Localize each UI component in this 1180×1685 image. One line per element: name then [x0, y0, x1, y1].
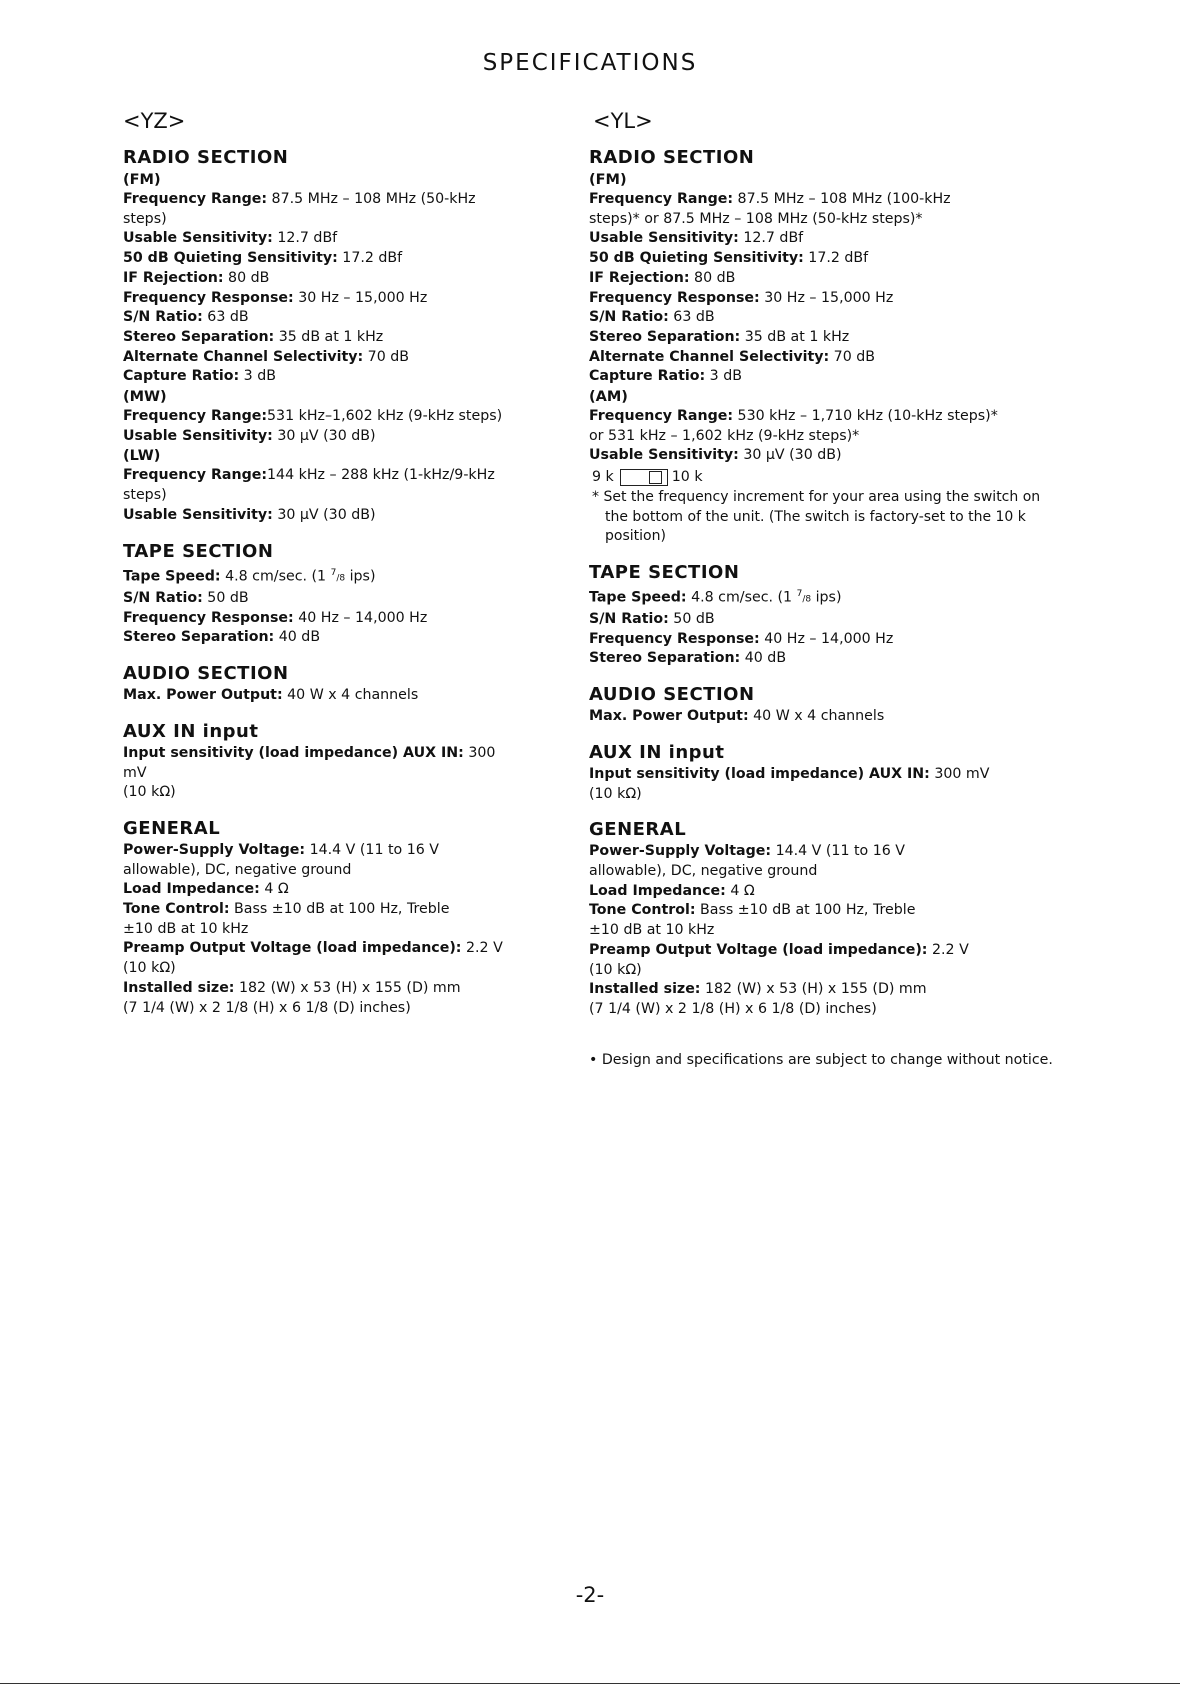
spec-label: Power-Supply Voltage:: [589, 843, 772, 860]
spec-line: [123, 841, 503, 861]
spec-label: Frequency Range:: [123, 467, 268, 484]
bottom-rule: [0, 1683, 1180, 1684]
installed-size-inches: (7 1/4 (W) x 2 1/8 (H) x 6 1/8 (D) inches): [123, 999, 411, 1016]
spec-value: steps): [123, 487, 167, 504]
spec-value: 63 dB: [668, 309, 715, 326]
spec-line: [123, 210, 503, 230]
spec-label: Usable Sensitivity:: [589, 447, 739, 464]
audio-spec-list: [589, 707, 1059, 727]
aux-section-heading: AUX IN input: [589, 741, 725, 763]
spec-label: 50 dB Quieting Sensitivity:: [123, 250, 338, 267]
spec-line: [123, 466, 503, 486]
general-section-heading: GENERAL: [589, 819, 687, 841]
spec-label: Power-Supply Voltage:: [123, 841, 306, 858]
spec-value: 30 µV (30 dB): [272, 506, 376, 523]
spec-value: 80 dB: [223, 269, 270, 286]
spec-label: Max. Power Output:: [123, 687, 283, 704]
spec-label: Usable Sensitivity:: [123, 427, 273, 444]
spec-line: [589, 842, 1059, 862]
spec-line: [123, 486, 503, 506]
spec-value: 80 dB: [689, 269, 736, 286]
spec-label: Frequency Response:: [123, 609, 294, 626]
general-section-heading: GENERAL: [123, 817, 221, 839]
spec-line: [123, 880, 503, 900]
spec-label: Stereo Separation:: [123, 328, 275, 345]
spec-label: Stereo Separation:: [589, 328, 741, 345]
spec-line: [589, 407, 1059, 427]
spec-value: 30 Hz – 15,000 Hz: [759, 289, 894, 306]
tape-spec-list: [589, 610, 1059, 669]
spec-line: [123, 190, 503, 210]
spec-value: ±10 dB at 10 kHz: [123, 920, 249, 937]
spec-value: allowable), DC, negative ground: [589, 863, 818, 879]
spec-label: Frequency Range:: [589, 191, 734, 207]
model-label-yl: <YL>: [593, 109, 653, 133]
spec-value: 17.2 dBf: [337, 250, 403, 267]
spec-value: 3 dB: [239, 368, 276, 385]
am-label: (AM): [589, 389, 628, 406]
tape-speed-line: [589, 585, 1059, 610]
spec-line: [123, 920, 503, 940]
spec-label: Usable Sensitivity:: [123, 506, 273, 523]
general-spec-list: [123, 841, 503, 999]
spec-value: 2.2 V: [461, 940, 503, 957]
spec-label: Capture Ratio:: [589, 368, 706, 385]
page-number: -2-: [575, 1583, 605, 1607]
spec-line: [123, 289, 503, 309]
audio-section-heading: AUDIO SECTION: [123, 663, 289, 685]
aux-section-heading: AUX IN input: [123, 720, 259, 742]
spec-value: 87.5 MHz – 108 MHz (100-kHz: [733, 191, 951, 207]
spec-label: Frequency Range:: [589, 408, 734, 425]
spec-value: (10 kΩ): [589, 961, 642, 978]
spec-line: [123, 367, 503, 387]
spec-line: [123, 979, 503, 999]
fraction-numerator: 7: [330, 567, 337, 578]
switch-knob-icon: [649, 471, 662, 484]
spec-value: 70 dB: [363, 348, 409, 365]
spec-value: 4 Ω: [725, 882, 755, 899]
tape-spec-list: [123, 589, 503, 648]
spec-value: 14.4 V (11 to 16 V: [771, 843, 906, 860]
fm-spec-list: [589, 190, 1059, 387]
spec-value: 70 dB: [829, 348, 875, 365]
spec-line: [589, 367, 1059, 387]
audio-section-heading: AUDIO SECTION: [589, 684, 755, 706]
spec-label: Alternate Channel Selectivity:: [123, 348, 364, 365]
spec-value: 30 µV (30 dB): [738, 447, 842, 464]
spec-line: [589, 921, 1059, 941]
spec-line: [123, 506, 503, 526]
spec-line: [123, 628, 503, 648]
spec-value: 4.8 cm/sec. (1: [220, 568, 331, 585]
spec-line: [589, 862, 1059, 882]
fm-label: (FM): [589, 172, 627, 188]
switch-label-9k: 9 k: [592, 469, 614, 486]
spec-value: 14.4 V (11 to 16 V: [305, 841, 440, 858]
spec-label: Usable Sensitivity:: [123, 230, 273, 247]
spec-value: 144 kHz – 288 kHz (1-kHz/9-kHz: [267, 467, 495, 484]
lw-label: (LW): [123, 448, 161, 465]
spec-value: 4.8 cm/sec. (1: [686, 589, 797, 606]
spec-value: 182 (W) x 53 (H) x 155 (D) mm: [234, 979, 461, 996]
spec-line: [589, 961, 1059, 981]
spec-value: 530 kHz – 1,710 kHz (10-kHz steps)*: [733, 408, 998, 425]
spec-value: ips): [345, 568, 376, 585]
spec-label: Frequency Response:: [589, 630, 760, 647]
spec-line: [123, 861, 503, 881]
spec-label: Usable Sensitivity:: [589, 230, 739, 247]
spec-line: [123, 900, 503, 920]
spec-value: 30 µV (30 dB): [272, 427, 376, 444]
spec-label: Load Impedance:: [123, 881, 260, 898]
switch-label-10k: 10 k: [671, 469, 703, 486]
model-label-yz: <YZ>: [123, 109, 186, 133]
spec-label: Tone Control:: [123, 901, 230, 918]
right-column: [589, 108, 1059, 1070]
spec-line: [123, 269, 503, 289]
spec-value: 50 dB: [202, 589, 249, 606]
mw-spec-list: [123, 407, 503, 446]
spec-line: [123, 308, 503, 328]
fraction-denominator: /8: [802, 594, 812, 605]
spec-line: [589, 328, 1059, 348]
switch-icon: [620, 469, 668, 486]
spec-line: [123, 959, 503, 979]
tape-section-heading: TAPE SECTION: [123, 540, 274, 562]
spec-line: [123, 744, 503, 783]
radio-section-heading: RADIO SECTION: [589, 147, 755, 168]
spec-label: Alternate Channel Selectivity:: [589, 348, 830, 365]
spec-label: IF Rejection:: [589, 269, 690, 286]
spec-value: 35 dB at 1 kHz: [740, 328, 850, 345]
spec-value: 12.7 dBf: [272, 230, 338, 247]
spec-label: Stereo Separation:: [589, 650, 741, 667]
spec-label: Tone Control:: [589, 902, 696, 919]
spec-line: [589, 308, 1059, 328]
fraction-numerator: 7: [796, 588, 803, 599]
fm-spec-list: [123, 190, 503, 387]
spec-line: [589, 269, 1059, 289]
spec-label: IF Rejection:: [123, 269, 224, 286]
spec-label: Max. Power Output:: [589, 708, 749, 725]
mw-label: (MW): [123, 389, 167, 406]
spec-line: [589, 882, 1059, 902]
spec-line: [589, 901, 1059, 921]
spec-value: 531 kHz–1,602 kHz (9-kHz steps): [267, 408, 503, 425]
lw-spec-list: [123, 466, 503, 525]
spec-label: Tape Speed:: [123, 568, 221, 585]
spec-value: steps): [123, 210, 167, 227]
spec-value: 40 dB: [740, 650, 787, 667]
spec-value: steps)* or 87.5 MHz – 108 MHz (50-kHz steps)*: [589, 210, 923, 227]
spec-label: Installed size:: [123, 979, 235, 996]
spec-value: 4 Ω: [259, 881, 289, 898]
spec-value: allowable), DC, negative ground: [123, 861, 352, 878]
spec-line: [589, 649, 1059, 669]
spec-line: [589, 229, 1059, 249]
spec-line: [123, 427, 503, 447]
spec-label: Stereo Separation:: [123, 629, 275, 646]
spec-value: 63 dB: [202, 309, 249, 326]
disclaimer: • Design and specifications are subject to change without notice.: [589, 1051, 1053, 1068]
spec-value: 87.5 MHz – 108 MHz (50-kHz: [267, 191, 476, 207]
spec-line: [589, 785, 1059, 805]
spec-label: Preamp Output Voltage (load impedance):: [589, 941, 928, 958]
spec-value: 2.2 V: [927, 941, 969, 958]
spec-label: Installed size:: [589, 981, 701, 998]
spec-line: [589, 765, 1059, 785]
spec-value: (10 kΩ): [123, 960, 176, 977]
spec-value: 182 (W) x 53 (H) x 155 (D) mm: [700, 981, 927, 998]
spec-value: Bass ±10 dB at 100 Hz, Treble: [695, 902, 916, 919]
am-spec-list: [589, 407, 1059, 466]
spec-value: 40 Hz – 14,000 Hz: [759, 630, 894, 647]
spec-line: [123, 407, 503, 427]
spec-line: [589, 610, 1059, 630]
spec-line: [589, 210, 1059, 230]
spec-label: S/N Ratio:: [123, 589, 203, 606]
spec-label: Preamp Output Voltage (load impedance):: [123, 940, 462, 957]
audio-spec-list: [123, 686, 503, 706]
spec-line: [589, 427, 1059, 447]
spec-line: [123, 589, 503, 609]
spec-value: 40 W x 4 channels: [282, 687, 419, 704]
spec-label: Input sensitivity (load impedance) AUX IN:: [123, 744, 464, 761]
spec-label: Frequency Response:: [123, 289, 294, 306]
spec-value: 40 Hz – 14,000 Hz: [293, 609, 428, 626]
spec-label: Frequency Range:: [123, 408, 268, 425]
spec-line: [589, 980, 1059, 1000]
spec-line: [123, 348, 503, 368]
spec-line: [589, 707, 1059, 727]
spec-value: 30 Hz – 15,000 Hz: [293, 289, 428, 306]
spec-value: 300 mV: [929, 765, 990, 782]
spec-line: [123, 609, 503, 629]
spec-line: [589, 289, 1059, 309]
spec-value: 35 dB at 1 kHz: [274, 328, 384, 345]
spec-line: [589, 941, 1059, 961]
spec-line: [589, 348, 1059, 368]
spec-value: 3 dB: [705, 368, 742, 385]
spec-value: 50 dB: [668, 611, 715, 628]
spec-value: Bass ±10 dB at 100 Hz, Treble: [229, 901, 450, 918]
spec-label: 50 dB Quieting Sensitivity:: [589, 250, 804, 267]
spec-value: 40 dB: [274, 629, 321, 646]
spec-line: [589, 446, 1059, 466]
spec-label: Frequency Range:: [123, 191, 268, 207]
spec-value: ±10 dB at 10 kHz: [589, 922, 715, 939]
spec-label: Load Impedance:: [589, 882, 726, 899]
spec-label: S/N Ratio:: [589, 309, 669, 326]
spec-label: S/N Ratio:: [123, 309, 203, 326]
general-spec-list: [589, 842, 1059, 1000]
fraction-denominator: /8: [336, 573, 346, 584]
spec-line: [123, 686, 503, 706]
spec-value: or 531 kHz – 1,602 kHz (9-kHz steps)*: [589, 427, 860, 444]
fm-label: (FM): [123, 172, 161, 188]
spec-value: 12.7 dBf: [738, 230, 804, 247]
spec-value: 300 mV: [123, 744, 496, 781]
spec-label: S/N Ratio:: [589, 611, 669, 628]
spec-line: [589, 630, 1059, 650]
spec-value: ips): [811, 589, 842, 606]
spec-line: [123, 939, 503, 959]
spec-value: 17.2 dBf: [803, 250, 869, 267]
left-column: [123, 108, 503, 1018]
spec-value: (10 kΩ): [589, 785, 642, 802]
spec-label: Input sensitivity (load impedance) AUX IN:: [589, 765, 930, 782]
spec-label: Frequency Response:: [589, 289, 760, 306]
aux-spec-list: [123, 744, 503, 803]
spec-line: [589, 249, 1059, 269]
aux-spec-list: [589, 765, 1059, 804]
radio-section-heading: RADIO SECTION: [123, 147, 289, 168]
spec-line: [589, 190, 1059, 210]
tape-section-heading: TAPE SECTION: [589, 561, 740, 583]
switch-note: * Set the frequency increment for your area using the switch on the bottom of the unit. (The switch is factory-set to the 10 k position): [592, 489, 1041, 545]
spec-label: Capture Ratio:: [123, 368, 240, 385]
spec-line: [123, 328, 503, 348]
spec-line: [123, 249, 503, 269]
page-title: SPECIFICATIONS: [482, 50, 698, 76]
tape-speed-line: [123, 564, 503, 589]
spec-value: (10 kΩ): [123, 784, 176, 801]
frequency-step-switch: [589, 466, 1059, 488]
installed-size-inches: (7 1/4 (W) x 2 1/8 (H) x 6 1/8 (D) inches): [589, 1000, 877, 1017]
spec-line: [123, 229, 503, 249]
spec-value: 40 W x 4 channels: [748, 708, 885, 725]
spec-label: Tape Speed:: [589, 589, 687, 606]
spec-line: [123, 783, 503, 803]
